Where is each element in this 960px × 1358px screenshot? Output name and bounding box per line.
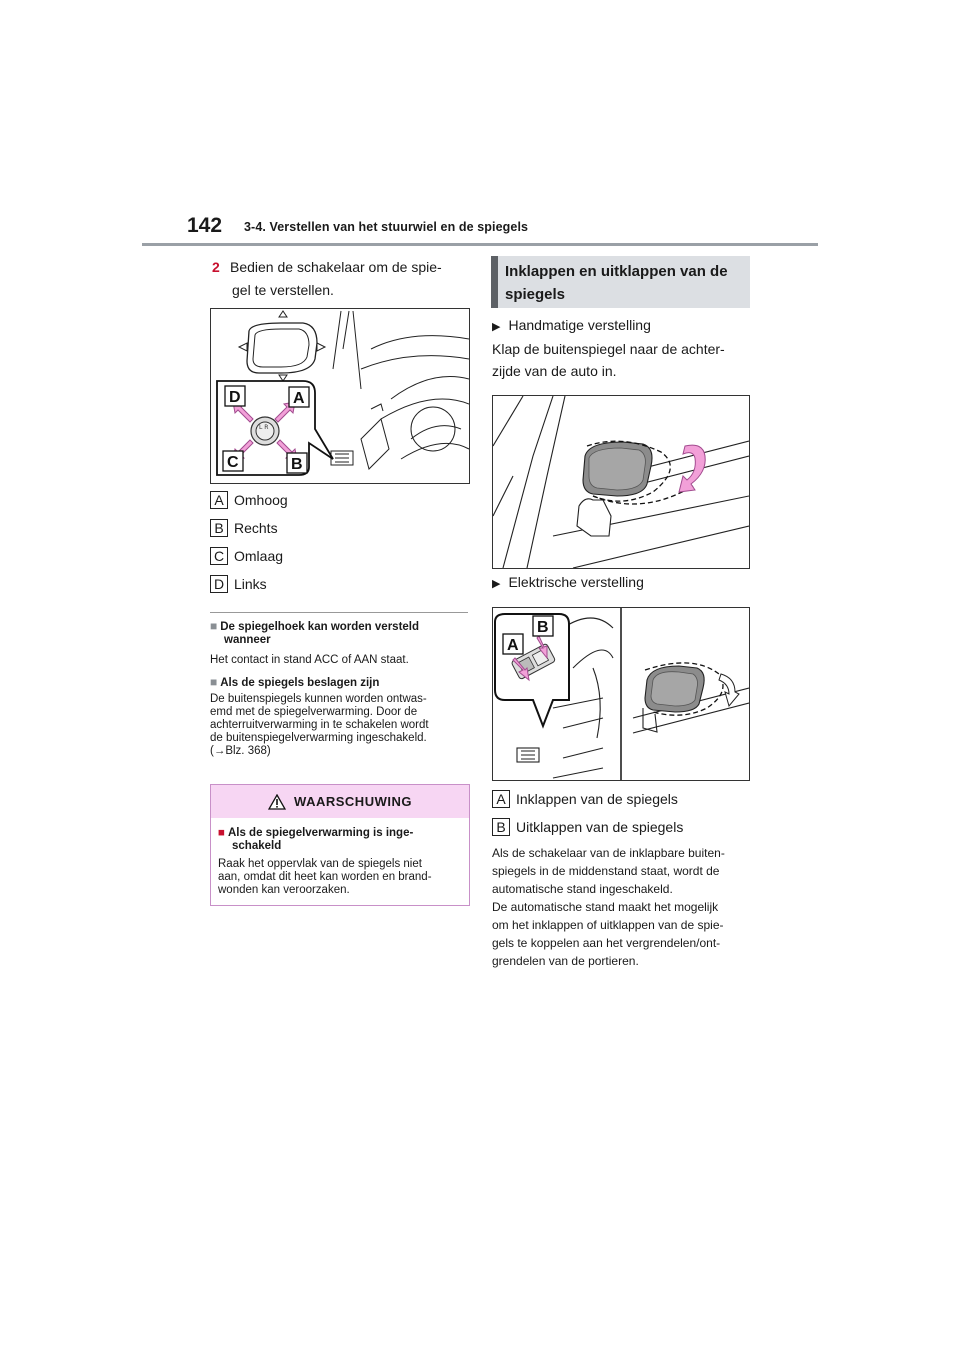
figure-manual-fold	[492, 395, 750, 569]
figure-mirror-adjust	[210, 308, 470, 484]
notes-divider	[210, 612, 468, 613]
figure-electric-fold	[492, 607, 750, 781]
legend-text: Inklappen van de spiegels	[516, 791, 678, 807]
legend-text: Rechts	[234, 520, 278, 536]
header-rule	[142, 243, 818, 246]
triangle-bullet-icon: ▶	[492, 321, 501, 333]
legend-item	[492, 818, 683, 836]
fig3-label-b: B	[537, 619, 549, 636]
bullet-electric: ▶ Elektrische verstelling	[492, 574, 644, 590]
section-title: 3-4. Verstellen van het stuurwiel en de spiegels	[244, 220, 529, 234]
fig1-label-a: A	[293, 390, 305, 407]
square-bullet-icon: ■	[218, 827, 225, 839]
fig1-label-d: D	[229, 389, 241, 406]
warning-body: Raak het oppervlak van de spiegels niet aan, omdat dit heet kan worden en brand- wonden kan veroorzaken.	[218, 858, 432, 896]
legend-letter: D	[210, 575, 228, 593]
legend-letter: B	[210, 519, 228, 537]
mirror-adjust-illustration	[211, 309, 469, 483]
legend-text: Omhoog	[234, 492, 288, 508]
page-number: 142	[187, 214, 223, 237]
step-number: 2	[212, 259, 220, 275]
legend-letter: A	[492, 790, 510, 808]
manual-instructions: Klap de buitenspiegel naar de achter- zijde van de auto in.	[492, 341, 725, 379]
svg-text:L R: L R	[259, 424, 269, 431]
step-2	[212, 256, 470, 302]
legend-item	[210, 575, 267, 593]
legend-item	[210, 491, 288, 509]
legend-item	[492, 790, 678, 808]
electric-fold-illustration	[493, 608, 749, 780]
warning-heading: WAARSCHUWING	[294, 794, 412, 809]
note-1-body: Het contact in stand ACC of AAN staat.	[210, 654, 409, 666]
fig1-label-b: B	[291, 456, 303, 473]
legend-text: Links	[234, 576, 267, 592]
triangle-bullet-icon: ▶	[492, 578, 501, 590]
section-banner	[491, 256, 750, 308]
legend-text: Omlaag	[234, 548, 284, 564]
fig3-label-a: A	[507, 637, 519, 654]
banner-title: Inklappen en uitklappen van de spiegels	[505, 263, 728, 303]
square-bullet-icon: ■	[210, 675, 218, 689]
legend-letter: A	[210, 491, 228, 509]
auto-mode-note: Als de schakelaar van de inklapbare buiten- spiegels in de middenstand staat, wordt de automatische stand ingeschakeld. De automatische stand maakt het mogelijk om het inklappen of uitklappen van de spie- gels te koppelen aan het vergrendelen/ont- grendelen van de portieren.	[492, 846, 725, 968]
legend-letter: C	[210, 547, 228, 565]
note-2-title: ■ Als de spiegels beslagen zijn	[210, 675, 380, 689]
square-bullet-icon: ■	[210, 619, 218, 633]
warning-triangle-icon	[268, 794, 286, 810]
fig1-label-c: C	[227, 454, 239, 471]
step-text-line2: gel te verstellen.	[232, 282, 334, 298]
bullet-manual: ▶ Handmatige verstelling	[492, 317, 651, 333]
banner-bar	[491, 256, 498, 308]
warning-header	[211, 785, 469, 818]
note-2-body: De buitenspiegels kunnen worden ontwas- emd met de spiegelverwarming. Door de achterruitverwarming in te schakelen wordt de buitenspiegelverwarming ingeschakeld. (→Blz. 368)	[210, 693, 429, 757]
manual-fold-illustration	[493, 396, 749, 568]
warning-title: ■ Als de spiegelverwarming is inge- schakeld	[218, 827, 414, 852]
step-text-line1: Bedien de schakelaar om de spie-	[230, 259, 442, 275]
legend-item	[210, 519, 278, 537]
note-1-title: ■ De spiegelhoek kan worden versteld wanneer	[210, 619, 420, 646]
warning-box	[210, 784, 470, 906]
legend-item	[210, 547, 283, 565]
legend-text: Uitklappen van de spiegels	[516, 819, 684, 835]
legend-letter: B	[492, 818, 510, 836]
